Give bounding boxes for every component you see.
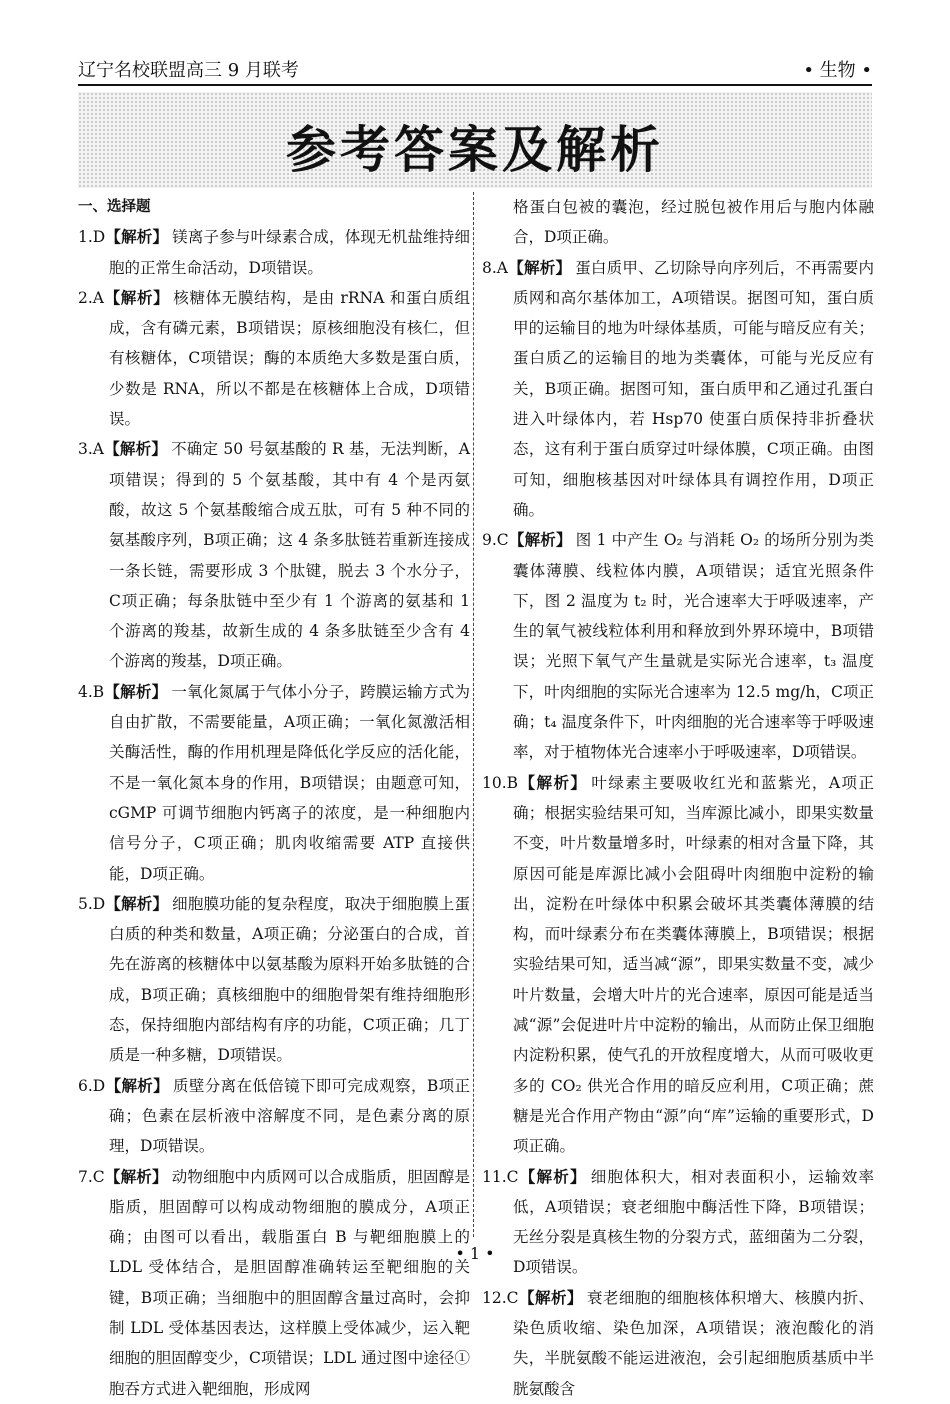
analysis-text: 细胞体积大，相对表面积小，运输效率低，A项错误；衰老细胞中酶活性下降，B项错误；无丝分裂是真核生物的分裂方式，蓝细菌为二分裂，D项错误。 (513, 1167, 874, 1277)
answer-number: 4.B (78, 682, 105, 701)
answer-item (78, 222, 470, 283)
answer-number: 10.B (482, 773, 519, 792)
answer-number: 5.D (78, 894, 106, 913)
answer-number: 3.A (78, 440, 104, 459)
analysis-text: 动物细胞中内质网可以合成脂质，胆固醇是脂质，胆固醇可以构成动物细胞的膜成分，A项正确；由图可以看出，载脂蛋白 B 与靶细胞膜上的 LDL 受体结合，是胆固醇准确转运至靶细胞的关键，B项正确；当细胞中的胆固醇含量过高时，会抑制 LDL 受体基因表达，这样膜上受体减少，运入靶细胞的胆固醇变少，C项错误；LDL 通过图中途径①胞吞方式进入靶细胞，形成网 (109, 1167, 470, 1398)
analysis-tag: 【解析】 (518, 1167, 587, 1186)
analysis-tag: 【解析】 (105, 894, 169, 913)
answer-item (78, 283, 470, 434)
answer-number: 8.A (482, 258, 508, 277)
answer-number: 12.C (482, 1288, 519, 1307)
analysis-tag: 【解析】 (518, 773, 588, 792)
analysis-tag: 【解析】 (103, 288, 170, 307)
answer-item (78, 1162, 470, 1404)
left-column (78, 192, 470, 1404)
analysis-text: 细胞膜功能的复杂程度，取决于细胞膜上蛋白质的种类和数量，A项正确；分泌蛋白的合成，首先在游离的核糖体中以氨基酸为原料开始多肽链的合成，B项正确；真核细胞中的细胞骨架有维持细胞形态，保持细胞内部结构有序的功能，C项正确；几丁质是一种多糖，D项错误。 (109, 894, 470, 1065)
answer-item (482, 525, 874, 767)
analysis-text: 图 1 中产生 O₂ 与消耗 O₂ 的场所分别为类囊体薄膜、线粒体内膜，A项错误；适宜光照条件下，图 2 温度为 t₂ 时，光合速率大于呼吸速率，产生的氧气被线粒体利用和释放到外界环境中，B项错误；光照下氧气产生量就是实际光合速率，t₃ 温度下，叶肉细胞的实际光合速率为 12.5 mg/h，C项正确；t₄ 温度条件下，叶肉细胞的光合速率等于呼吸速率，对于植物体光合速率小于呼吸速率，D项错误。 (513, 531, 874, 762)
answer-item (78, 889, 470, 1071)
analysis-text: 一氧化氮属于气体小分子，跨膜运输方式为自由扩散，不需要能量，A项正确；一氧化氮激活相关酶活性，酶的作用机理是降低化学反应的活化能，不是一氧化氮本身的作用，B项错误；由题意可知，cGMP 可调节细胞内钙离子的浓度，是一种细胞内信号分子，C项正确；肌肉收缩需要 ATP 直接供能，D项正确。 (109, 682, 470, 883)
column-divider (473, 192, 474, 1237)
analysis-text: 衰老细胞的细胞核体积增大、核膜内折、染色质收缩、染色加深，A项错误；液泡酸化的消失，半胱氨酸不能运进液泡，会引起细胞质基质中半胱氨酸含 (513, 1288, 874, 1398)
answer-number: 11.C (482, 1167, 519, 1186)
analysis-text: 叶绿素主要吸收红光和蓝紫光，A项正确；根据实验结果可知，当库源比减小，即果实数量不变，叶片数量增多时，叶绿素的相对含量下降，其原因可能是库源比减小会阻碍叶肉细胞中淀粉的输出，淀粉在叶绿体中积累会破坏其类囊体薄膜的结构，而叶绿素分布在类囊体薄膜上，B项错误；根据实验结果可知，适当减“源”，即果实数量不变，减少叶片数量，会增大叶片的光合速率，原因可能是适当减“源”会促进叶片中淀粉的输出，从而防止保卫细胞内淀粉积累，使气孔的开放程度增大，从而可吸收更多的 CO₂ 供光合作用的暗反应利用，C项正确；蔗糖是光合作用产物由“源”向“库”运输的重要形式，D项正确。 (513, 773, 874, 1156)
answer-number: 2.A (78, 288, 104, 307)
answer-item (78, 1071, 470, 1162)
analysis-tag: 【解析】 (507, 258, 572, 277)
answer-item (78, 434, 470, 676)
answer-number: 7.C (78, 1167, 105, 1186)
right-answer-list (482, 253, 874, 1404)
continued-text: 格蛋白包被的囊泡，经过脱包被作用后与胞内体融合，D项正确。 (513, 198, 874, 247)
answer-item (482, 1283, 874, 1404)
analysis-tag: 【解析】 (105, 228, 169, 247)
section-heading: 一、选择题 (78, 199, 151, 215)
subject-label: • 生物 • (803, 60, 872, 81)
answer-item (482, 1162, 874, 1283)
analysis-text: 质壁分离在低倍镜下即可完成观察，B项正确；色素在层析液中溶解度不同，是色素分离的原理，D项错误。 (109, 1076, 470, 1156)
answer-item (482, 768, 874, 1162)
page-header (78, 50, 872, 86)
answer-item (78, 677, 470, 889)
right-column (482, 192, 874, 1404)
answer-number: 1.D (78, 228, 106, 247)
exam-name: 辽宁名校联盟高三 9 月联考 (78, 60, 299, 81)
analysis-tag: 【解析】 (104, 682, 168, 701)
answer-item (482, 253, 874, 526)
page-title: 参考答案及解析 (286, 121, 664, 179)
analysis-text: 核糖体无膜结构，是由 rRNA 和蛋白质组成，含有磷元素，B项错误；原核细胞没有核仁，但有核糖体，C项错误；酶的本质绝大多数是蛋白质，少数是 RNA，所以不都是在核糖体上合成，D项错误。 (109, 288, 470, 429)
page-number: • 1 • (455, 1244, 495, 1263)
analysis-tag: 【解析】 (105, 1076, 170, 1095)
answer-number: 6.D (78, 1076, 106, 1095)
analysis-text: 不确定 50 号氨基酸的 R 基，无法判断，A项错误；得到的 5 个氨基酸，其中有 4 个是丙氨酸，故这 5 个氨基酸缩合成五肽，可有 5 种不同的氨基酸序列，B项正确；这 4 条多肽链若重新连接成一条长链，需要形成 3 个肽键，脱去 3 个水分子，C项正确；每条肽链中至少有 1 个游离的氨基和 1 个游离的羧基，故新生成的 4 条多肽链至少含有 4 个游离的羧基，D项正确。 (109, 440, 470, 671)
left-answer-list (78, 222, 470, 1404)
analysis-text: 镁离子参与叶绿素合成，体现无机盐维持细胞的正常生命活动，D项错误。 (109, 228, 470, 277)
analysis-tag: 【解析】 (518, 1288, 583, 1307)
analysis-tag: 【解析】 (104, 1167, 168, 1186)
analysis-tag: 【解析】 (103, 440, 168, 459)
analysis-tag: 【解析】 (508, 531, 572, 550)
answer-number: 9.C (482, 531, 509, 550)
title-banner (78, 92, 872, 188)
analysis-text: 蛋白质甲、乙切除导向序列后，不再需要内质网和高尔基体加工，A项错误。据图可知，蛋白质甲的运输目的地为叶绿体基质，可能与暗反应有关；蛋白质乙的运输目的地为类囊体，可能与光反应有关，B项正确。据图可知，蛋白质甲和乙通过孔蛋白进入叶绿体内，若 Hsp70 使蛋白质保持非折叠状态，这有利于蛋白质穿过叶绿体膜，C项正确。由图可知，细胞核基因对叶绿体具有调控作用，D项正确。 (513, 258, 874, 519)
